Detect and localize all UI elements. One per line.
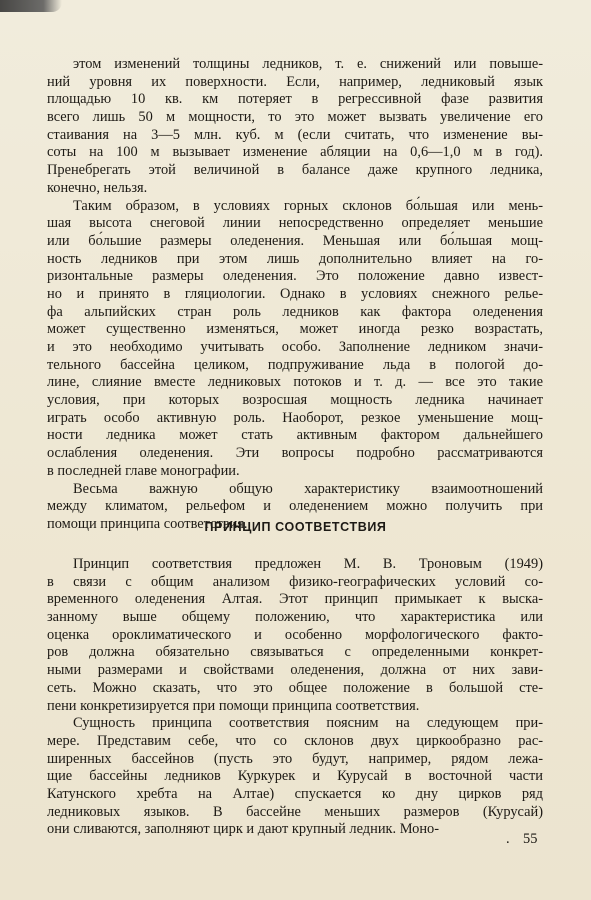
text-line: лине, слияние вместе ледниковых потоков и т. д. — все это такие	[47, 374, 543, 391]
page-number: 55	[523, 831, 538, 847]
text-line: Таким образом, в условиях горных склонов бо́льшая или мень-	[73, 197, 543, 214]
text-line: шая высота снеговой линии непосредственно определяет меньшие	[47, 215, 543, 232]
text-line: Принцип соответствия предложен М. В. Троновым (1949)	[73, 556, 543, 572]
text-line: играть особо активную роль. Наоборот, резкое уменьшение мощ-	[47, 409, 543, 426]
text-line: в связи с общим анализом физико-географических условий со-	[47, 573, 543, 590]
text-line: оценка ороклиматического и особенно морфологического факто-	[47, 626, 543, 643]
text-line: или бо́льшие размеры оледенения. Меньшая или бо́льшая мощ-	[47, 232, 543, 249]
text-line: сеть. Можно сказать, что это общее положение в большой сте-	[47, 679, 543, 696]
text-line: ными размерами и свойствами оледенения, должна от них зави-	[47, 662, 543, 679]
scan-corner-shadow	[0, 0, 62, 12]
section-heading: ПРИНЦИП СООТВЕТСТВИЯ	[204, 520, 387, 534]
text-line: ний уровня их поверхности. Если, например, ледниковый язык	[47, 73, 543, 90]
text-block-lower	[47, 556, 543, 839]
page-mark: .	[506, 831, 510, 847]
text-line: площадью 10 кв. км потеряет в регрессивной фазе развития	[47, 91, 543, 108]
text-line: между климатом, рельефом и оледенением можно получить при	[47, 498, 543, 515]
text-line: конечно, нельзя.	[47, 179, 148, 196]
text-line: Катунского хребта на Алтае) спускается ко дну цирков ряд	[47, 785, 543, 802]
text-line: Сущность принципа соответствия поясним на следующем при-	[73, 715, 543, 732]
text-line: ности ледника может стать активным фактором дальнейшего	[47, 427, 543, 444]
text-line: ослабления оледенения. Эти вопросы подробно рассматриваются	[47, 445, 543, 462]
text-line: условия, при которых возросшая мощность ледника начинает	[47, 392, 543, 409]
text-line: и это необходимо учитывать особо. Заполнение ледником значи-	[47, 339, 543, 355]
text-line: но и принято в гляциологии. Однако в условиях снежного релье-	[47, 285, 543, 302]
text-line: в последней главе монографии.	[47, 462, 240, 479]
text-line: стаивания на 3—5 млн. куб. м (если считать, что изменение вы-	[47, 126, 543, 143]
text-line: пени конкретизируется при помощи принципа соответствия.	[47, 697, 420, 714]
text-line: этом изменений толщины ледников, т. е. снижений или повыше-	[73, 56, 543, 72]
text-line: мере. Представим себе, что со склонов двух циркообразно рас-	[47, 732, 543, 749]
text-block-upper	[47, 56, 543, 534]
text-line: тельного бассейна целиком, подпруживание льда в пологой до-	[47, 356, 543, 373]
text-line: всего лишь 50 м мощности, то это может вызвать увеличение его	[47, 109, 543, 126]
text-line: фа альпийских стран роль ледников как фактора оледенения	[47, 303, 543, 320]
text-line: может существенно изменяться, может иногда резко возрастать,	[47, 321, 543, 338]
text-line: ледниковых языков. В бассейне меньших размеров (Курусай)	[47, 803, 543, 820]
text-line: ров должна обязательно связываться с определенными конкрет-	[47, 644, 543, 661]
text-line: щие бассейны ледников Куркурек и Курусай в восточной части	[47, 768, 543, 785]
text-line: Весьма важную общую характеристику взаимоотношений	[73, 480, 543, 497]
text-line: Пренебрегать этой величиной в балансе даже крупного ледника,	[47, 162, 543, 179]
text-line: ность ледников при этом лишь дополнительно влияет на го-	[47, 250, 543, 267]
text-line: ризонтальные размеры оледенения. Это положение давно извест-	[47, 268, 543, 285]
text-line: они сливаются, заполняют цирк и дают крупный ледник. Моно-	[47, 821, 440, 838]
text-line: помощи принципа соответствия.	[47, 515, 248, 532]
text-line: соты на 100 м вызывает изменение абляции на 0,6—1,0 м в год).	[47, 144, 543, 161]
text-line: занному выше общему положению, что характеристика или	[47, 609, 543, 626]
text-line: ширенных бассейнов (пусть это будут, например, рядом лежа-	[47, 750, 543, 767]
text-line: временного оледенения Алтая. Этот принцип примыкает к выска-	[47, 591, 543, 608]
